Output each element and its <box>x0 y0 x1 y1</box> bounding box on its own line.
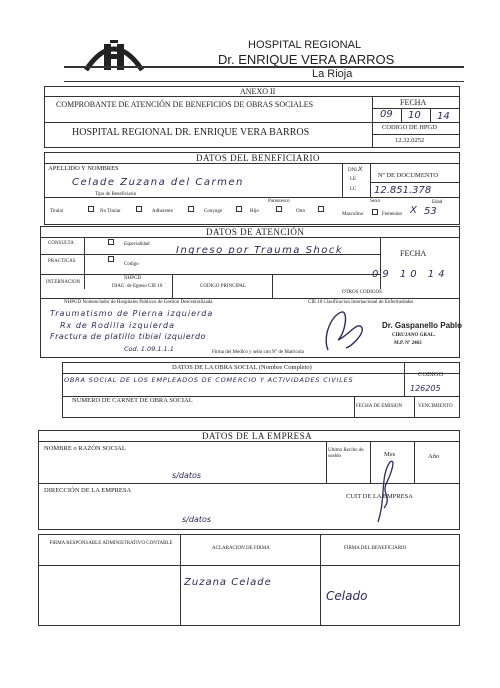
tipo-titular-box[interactable] <box>88 206 94 212</box>
doc-type-mark: X <box>358 165 363 173</box>
sexo-label: Sexo <box>370 199 380 204</box>
sello-nombre: Dr. Gaspanello Pablo <box>382 321 463 330</box>
obra-social-title: DATOS DE LA OBRA SOCIAL (Nombre Completo) <box>172 364 312 371</box>
apellido-label: APELLIDO Y NOMBRES <box>48 165 119 172</box>
tipo-adherente: Adherente <box>152 209 173 214</box>
empresa-nombre-value: s/datos <box>172 471 202 480</box>
hospital-row: HOSPITAL REGIONAL DR. ENRIQUE VERA BARROS <box>72 127 310 138</box>
direccion-value: s/datos <box>182 515 212 524</box>
doctor-signature <box>318 306 378 354</box>
aclaracion-label: ACLARACION DE FIRMA <box>212 546 270 551</box>
nota-cie: CIE 10 Clasificacion Internacional de Enfermedades <box>308 300 414 305</box>
firma-responsable-label: FIRMA RESPONSABLE ADMINISTRATIVO CONTABLE <box>49 541 173 546</box>
tipo-otro: Otro <box>296 209 306 214</box>
codigo-hpgd-value: 12.32.0252 <box>395 137 425 144</box>
header-rule-2 <box>64 81 464 82</box>
tipo-conyuge-box[interactable] <box>236 206 242 212</box>
diagnostico-line-1: Traumatismo de Pierna izquierda <box>50 309 214 318</box>
atencion-fecha-value: 09 10 14 <box>372 269 449 280</box>
codigo-label: Codigo <box>124 262 139 267</box>
carnet-label: NUMERO DE CARNET DE OBRA SOCIAL <box>72 397 193 404</box>
nro-doc-label: Nº DE DOCUMENTO <box>378 172 439 179</box>
tipo-no-titular: No Titular <box>100 209 121 214</box>
femenino-mark: X <box>410 205 417 216</box>
form-title: COMPROBANTE DE ATENCIÓN DE BENEFICIOS DE OBRAS SOCIALES <box>56 100 314 109</box>
annex-label: ANEXO II <box>240 87 276 96</box>
mes-label: Mes <box>384 451 396 458</box>
tipo-otro-box[interactable] <box>318 206 324 212</box>
hospital-line: HOSPITAL REGIONAL <box>248 39 362 51</box>
sello-cargo: CIRUJANO GRAL. <box>392 333 436 338</box>
obra-social-codigo-value: 126205 <box>410 384 441 393</box>
diag-label: DIAG. de Egreso CIE 10 <box>112 284 163 289</box>
tipo-adherente-box[interactable] <box>188 206 194 212</box>
masculino-box[interactable] <box>372 209 378 215</box>
fecha-label: FECHA <box>400 98 427 107</box>
atencion-title: DATOS DE ATENCIÓN <box>206 227 305 237</box>
practicas-label: PRACTICAS <box>48 259 76 264</box>
empresa-signature <box>372 458 400 524</box>
especialidad-value: Ingreso por Trauma Shock <box>176 245 344 256</box>
otros-codigos-label: OTROS CODIGOS <box>342 290 382 295</box>
masculino-label: Masculino <box>342 212 364 217</box>
edad-label: Edad <box>432 200 443 205</box>
sello-mp: M.P. Nº 2463 <box>394 341 422 346</box>
aclaracion-value: Zuzana Celade <box>184 577 272 588</box>
consulta-label: CONSULTA <box>48 241 74 246</box>
beneficiario-signature: Celado <box>326 589 368 603</box>
codigo-hpgd-label: CODIGO DE HPGD <box>382 124 437 131</box>
nro-doc-value: 12.851.378 <box>374 185 432 196</box>
ultimo-recibo-label: Ultimo Recibo de sueldo <box>328 448 364 459</box>
tipo-conyuge: Conyuge <box>204 209 223 214</box>
diagnostico-line-2: Rx de Rodilla izquierda <box>60 321 176 330</box>
obra-social-nombre: OBRA SOCIAL DE LOS EMPLEADOS DE COMERCIO Y ACTIVIDADES CIVILES <box>64 376 354 384</box>
cuit-label: CUIT DE LA EMPRESA <box>346 493 413 500</box>
tipo-hijo: Hijo <box>250 209 259 214</box>
codigo-principal-label: CODIGO PRINCIPAL <box>200 284 247 289</box>
vencimiento-label: VENCIMIENTO <box>418 404 453 409</box>
parentesco-label: Parentesco <box>268 199 290 204</box>
tipo-label: Tipo de Beneficiario <box>95 192 137 197</box>
doc-type-dni: DNI <box>348 168 357 173</box>
tipo-titular: Titular <box>50 209 64 214</box>
internacion-label: INTERNACION <box>46 280 81 285</box>
anio-label: Año <box>428 453 440 460</box>
fecha-anio: 14 <box>437 111 450 122</box>
femenino-label: Femenino <box>382 212 402 217</box>
nota-nhpgd: NHPGD Nomenclador de Hospitales Publicos de Gestion Descentralizada <box>64 300 213 305</box>
firma-medico-label: Firma del Medico y sello con Nº de Matricula <box>212 350 304 355</box>
direccion-label: DIRECCIÓN DE LA EMPRESA <box>44 487 132 494</box>
fecha-dia: 09 <box>380 109 393 120</box>
empresa-title: DATOS DE LA EMPRESA <box>202 431 313 441</box>
obra-social-codigo-label: CODIGO <box>418 371 444 378</box>
firma-beneficiario-label: FIRMA DEL BENEFICIARIO <box>344 546 407 551</box>
doc-type-le: LE <box>350 177 357 182</box>
fecha-mes: 10 <box>408 110 421 121</box>
consulta-box[interactable] <box>108 239 114 245</box>
hospital-name: Dr. ENRIQUE VERA BARROS <box>218 52 395 67</box>
tipo-no-titular-box[interactable] <box>136 206 142 212</box>
codigo-hand: Cod. 1.09.1.1.1 <box>124 345 174 353</box>
doc-type-lc: LC <box>350 187 357 192</box>
province: La Rioja <box>312 68 353 80</box>
fecha-emision-label: FECHA DE EMISION <box>356 404 403 409</box>
tipo-hijo-box[interactable] <box>276 206 282 212</box>
practicas-box[interactable] <box>108 256 114 262</box>
apellido-value: Celade Zuzana del Carmen <box>72 177 244 188</box>
especialidad-label: Especialidad <box>124 242 150 247</box>
diagnostico-line-3: Fractura de platillo tibial izquierdo <box>50 332 206 341</box>
atencion-fecha-label: FECHA <box>400 249 427 258</box>
edad-value: 53 <box>424 206 437 217</box>
nhpgd-label: NHPGD <box>124 276 142 281</box>
beneficiario-title: DATOS DEL BENEFICIARIO <box>196 153 321 163</box>
header-rule <box>64 66 464 68</box>
empresa-nombre-label: NOMBRE o RAZÓN SOCIAL <box>44 445 126 452</box>
